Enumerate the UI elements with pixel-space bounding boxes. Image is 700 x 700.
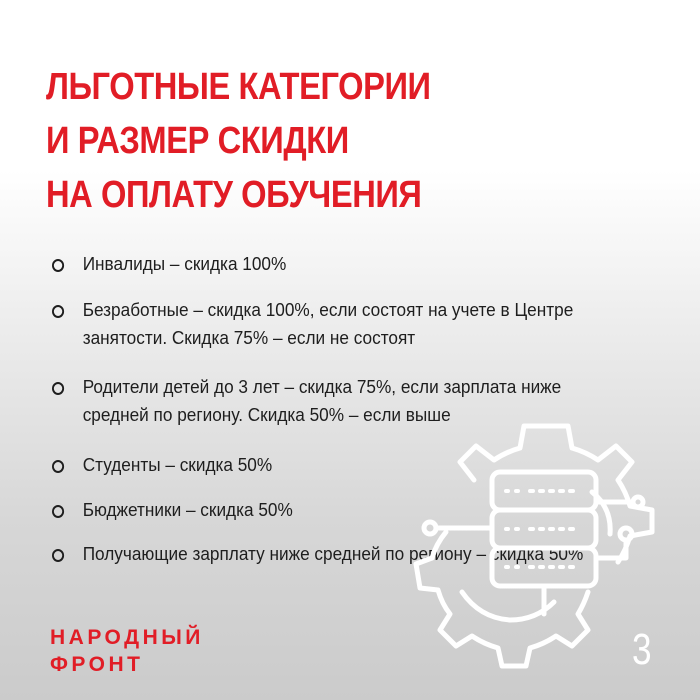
circle-bullet-icon: [52, 259, 64, 272]
circle-bullet-icon: [52, 549, 64, 562]
list-item-text: Инвалиды – скидка 100%: [82, 253, 287, 274]
brand-logo-line-2: ФРОНТ: [50, 653, 144, 676]
circle-bullet-icon: [52, 305, 64, 318]
list-item: [52, 496, 293, 524]
page-number: 3: [632, 625, 652, 674]
brand-logo: [50, 624, 204, 678]
list-item: [52, 451, 272, 479]
list-item-text: Безработные – скидка 100%, если состоят на учете в Центре занятости. Скидка 75% – если не состоят: [82, 299, 574, 348]
list-item: [52, 250, 286, 278]
circle-bullet-icon: [52, 382, 64, 395]
circle-bullet-icon: [52, 460, 64, 473]
slide-title-line-1: ЛЬГОТНЫЕ КАТЕГОРИИ: [46, 66, 431, 108]
slide-title-line-3: НА ОПЛАТУ ОБУЧЕНИЯ: [46, 174, 422, 216]
slide-title-line-2: И РАЗМЕР СКИДКИ: [46, 120, 349, 162]
circle-bullet-icon: [52, 505, 64, 518]
slide-title: [46, 60, 431, 222]
list-item-text: Родители детей до 3 лет – скидка 75%, если зарплата ниже средней по региону. Скидка 50% – если выше: [82, 376, 562, 425]
list-item-text: Бюджетники – скидка 50%: [82, 499, 293, 520]
list-item-text: Студенты – скидка 50%: [82, 454, 273, 475]
list-item: [52, 296, 591, 352]
brand-logo-line-1: НАРОДНЫЙ: [50, 626, 204, 649]
list-item-text: Получающие зарплату ниже средней по региону – скидка 50%: [82, 543, 584, 564]
